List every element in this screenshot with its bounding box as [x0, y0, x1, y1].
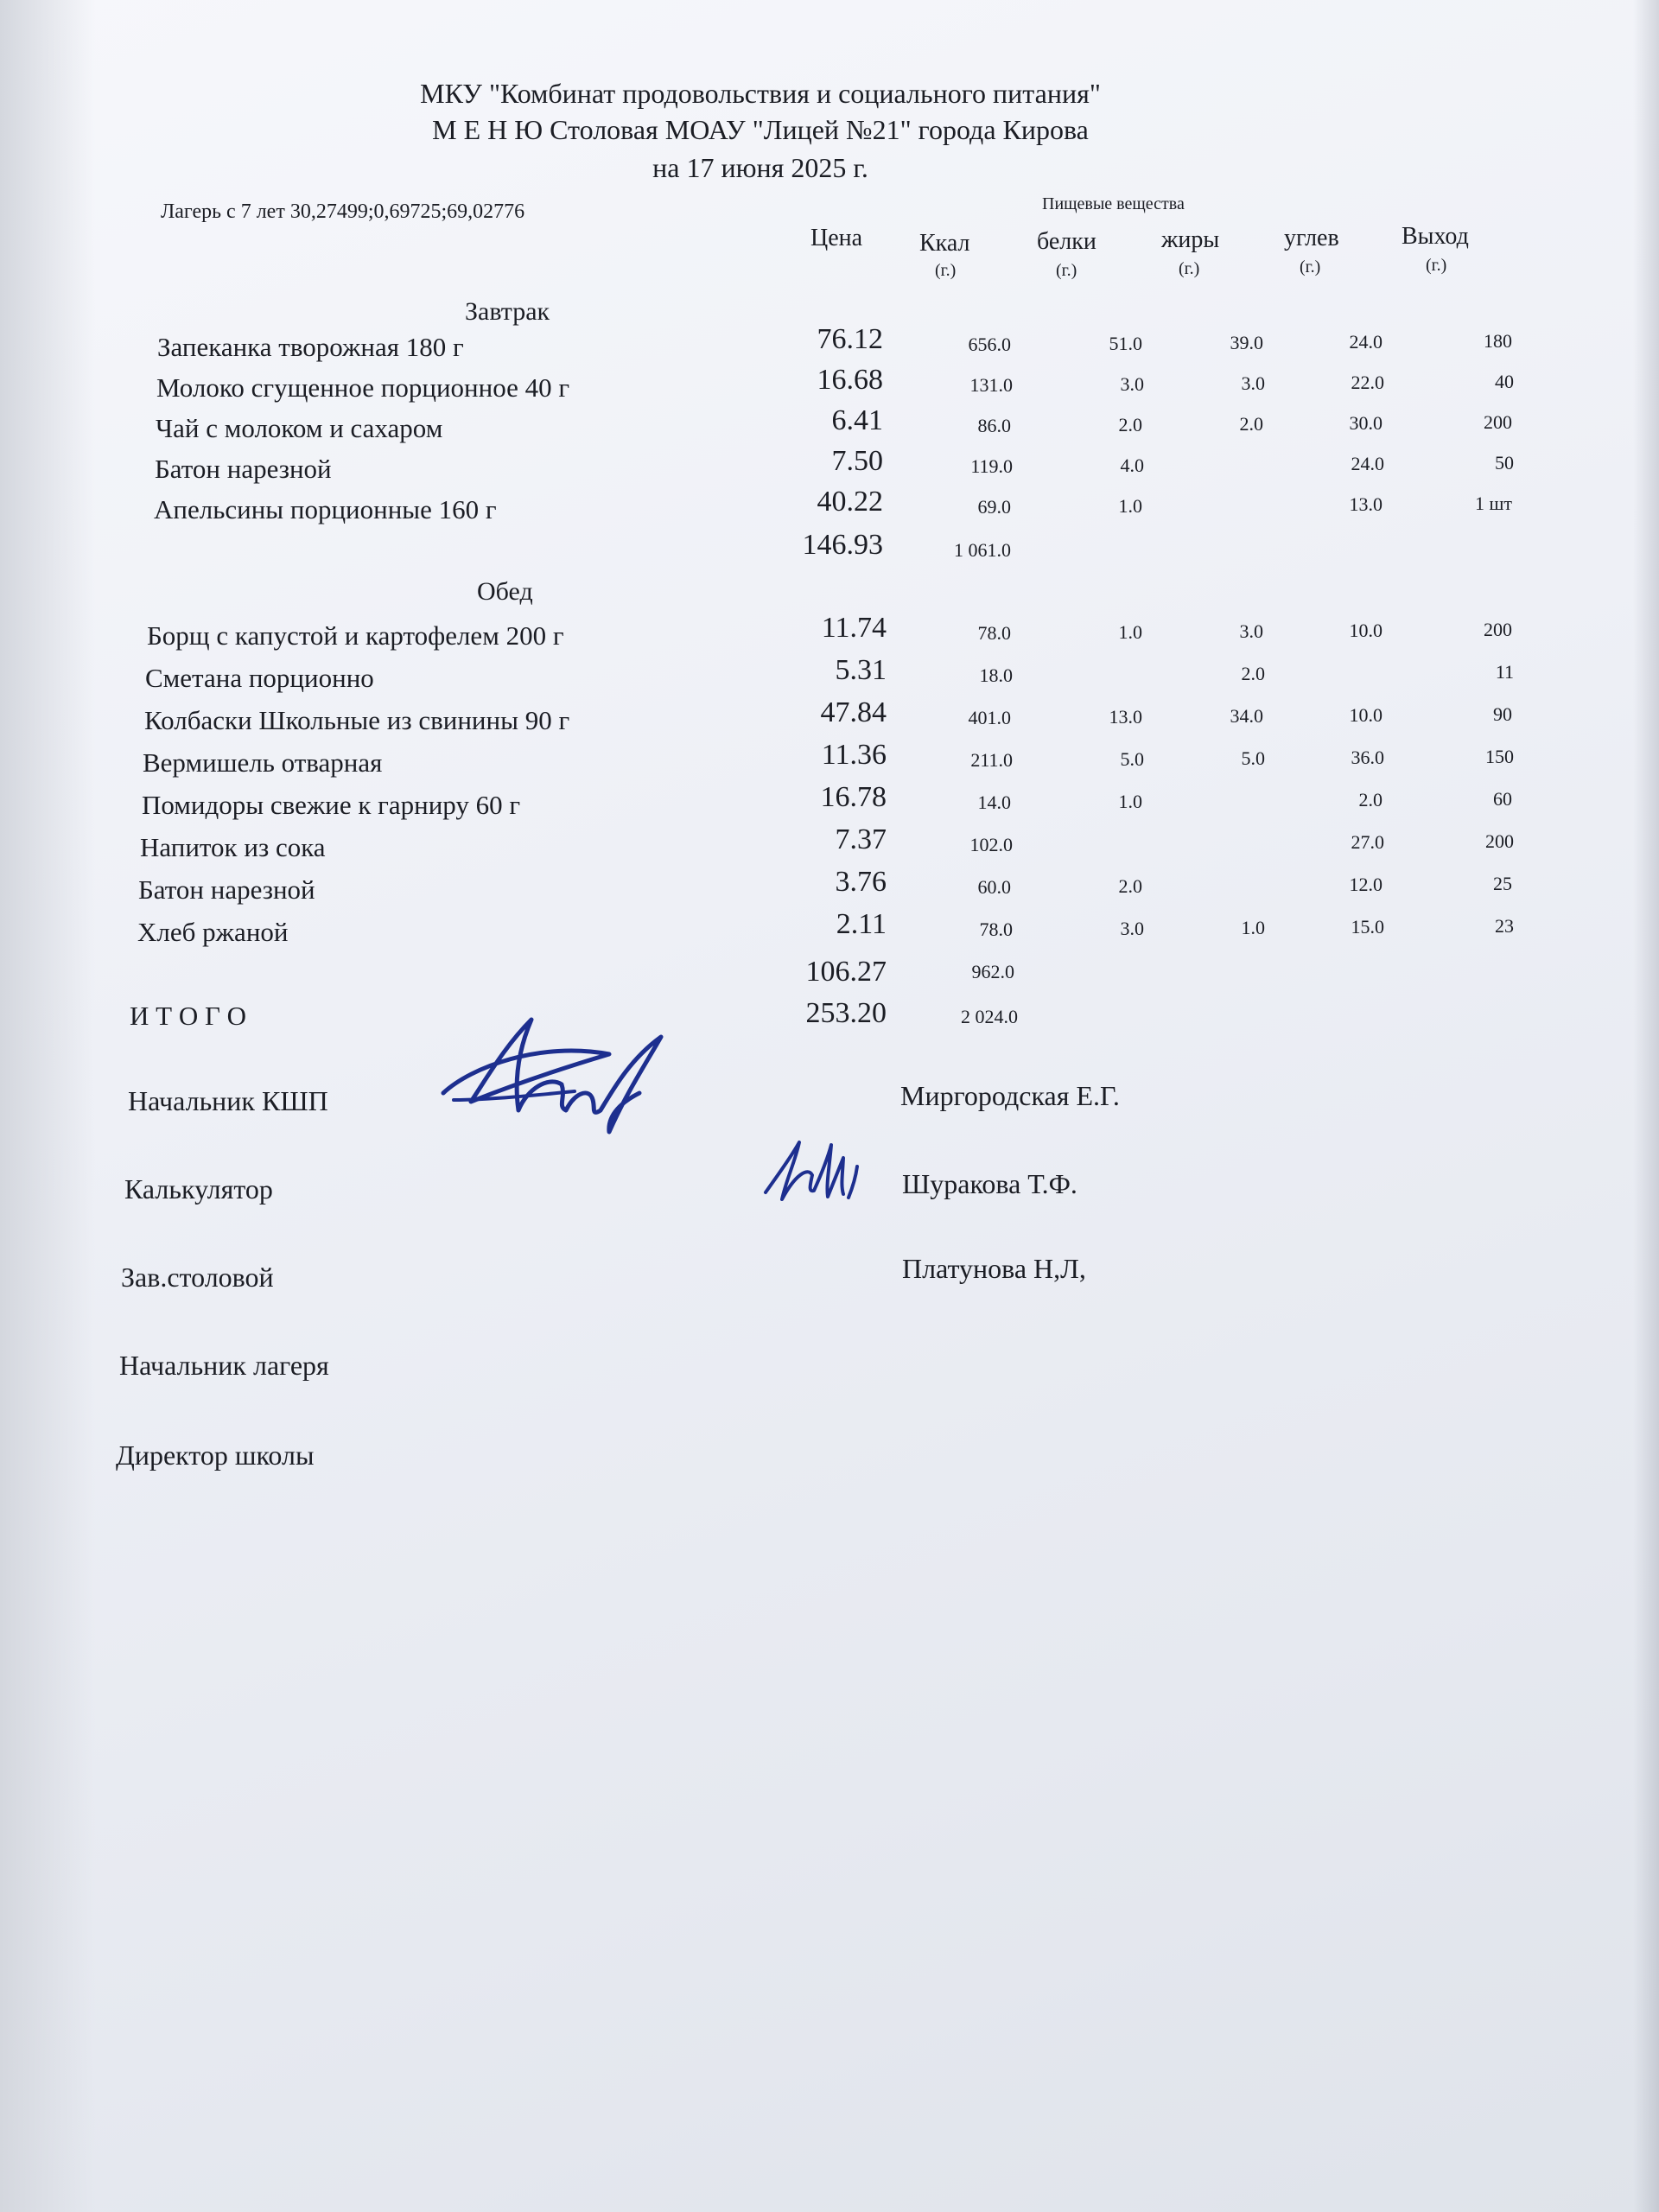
item-output: 150 — [1485, 746, 1514, 767]
item-carbs: 27.0 — [1351, 831, 1384, 853]
item-carbs: 2.0 — [1358, 789, 1382, 810]
lunch-total-kcal: 962.0 — [971, 961, 1014, 982]
item-price: 40.22 — [817, 486, 883, 518]
item-fat: 34.0 — [1230, 705, 1263, 727]
item-fat: 2.0 — [1239, 413, 1263, 435]
breakfast-total-kcal: 1 061.0 — [954, 539, 1011, 561]
item-carbs: 22.0 — [1351, 372, 1384, 393]
item-output: 90 — [1493, 703, 1512, 725]
org-title: МКУ "Комбинат продовольствия и социального питания" — [420, 78, 1101, 109]
item-output: 60 — [1493, 788, 1512, 810]
item-output: 200 — [1484, 411, 1512, 433]
name-shurakova: Шуракова Т.Ф. — [902, 1168, 1077, 1199]
item-output: 23 — [1495, 915, 1514, 937]
grand-total-price: 253.20 — [805, 997, 887, 1029]
item-name: Запеканка творожная 180 г — [157, 332, 464, 362]
item-price: 47.84 — [820, 696, 887, 728]
item-price: 11.74 — [821, 612, 887, 644]
item-name: Вермишель отварная — [143, 747, 383, 778]
item-price: 6.41 — [831, 404, 883, 436]
item-kcal: 131.0 — [969, 374, 1013, 396]
carbs-unit: (г.) — [1300, 257, 1321, 276]
item-kcal: 656.0 — [968, 334, 1011, 355]
item-protein: 2.0 — [1118, 875, 1142, 897]
item-kcal: 401.0 — [968, 707, 1011, 728]
item-kcal: 211.0 — [970, 749, 1013, 771]
lunch-total-price: 106.27 — [805, 956, 887, 988]
item-kcal: 14.0 — [977, 791, 1011, 813]
item-name: Батон нарезной — [155, 454, 332, 484]
name-mirgorodskaya: Миргородская Е.Г. — [900, 1080, 1120, 1111]
item-carbs: 24.0 — [1351, 453, 1384, 474]
item-fat: 3.0 — [1241, 372, 1265, 394]
role-canteen-head: Зав.столовой — [121, 1262, 274, 1293]
item-output: 50 — [1495, 452, 1514, 474]
item-protein: 3.0 — [1120, 918, 1144, 939]
item-price: 7.50 — [831, 445, 883, 477]
output-column-header: Выход — [1402, 223, 1469, 250]
item-protein: 1.0 — [1118, 495, 1142, 517]
item-price: 16.68 — [817, 364, 883, 396]
item-fat: 2.0 — [1241, 663, 1265, 684]
paper-edge — [1633, 0, 1659, 2212]
item-output: 180 — [1484, 330, 1512, 352]
kcal-column-header: Ккал — [919, 230, 970, 257]
item-kcal: 78.0 — [977, 622, 1011, 644]
item-name: Борщ с капустой и картофелем 200 г — [147, 620, 564, 651]
item-protein: 1.0 — [1118, 791, 1142, 812]
item-carbs: 10.0 — [1349, 704, 1382, 726]
item-output: 200 — [1484, 619, 1512, 640]
fat-unit: (г.) — [1179, 259, 1200, 278]
item-kcal: 69.0 — [977, 496, 1011, 518]
item-protein: 5.0 — [1120, 748, 1144, 770]
item-protein: 3.0 — [1120, 373, 1144, 395]
item-name: Хлеб ржаной — [137, 917, 289, 947]
item-fat: 3.0 — [1239, 620, 1263, 642]
item-kcal: 18.0 — [979, 664, 1013, 686]
item-output: 11 — [1495, 661, 1514, 683]
menu-title: М Е Н Ю Столовая МОАУ "Лицей №21" города Кирова — [432, 114, 1089, 145]
paper-shadow — [0, 0, 95, 2212]
item-kcal: 86.0 — [977, 415, 1011, 436]
item-fat: 39.0 — [1230, 332, 1263, 353]
item-kcal: 102.0 — [969, 834, 1013, 855]
item-price: 16.78 — [820, 781, 887, 813]
item-output: 40 — [1495, 371, 1514, 392]
item-price: 76.12 — [817, 323, 883, 355]
item-name: Помидоры свежие к гарниру 60 г — [142, 790, 521, 820]
item-protein: 2.0 — [1118, 414, 1142, 435]
role-head-kshp: Начальник КШП — [128, 1085, 328, 1116]
item-name: Чай с молоком и сахаром — [156, 413, 443, 443]
item-price: 11.36 — [821, 739, 887, 771]
item-carbs: 36.0 — [1351, 747, 1384, 768]
item-carbs: 10.0 — [1349, 620, 1382, 641]
lunch-title: Обед — [477, 577, 533, 606]
item-fat: 1.0 — [1241, 917, 1265, 938]
protein-column-header: белки — [1037, 228, 1096, 255]
item-name: Колбаски Школьные из свинины 90 г — [144, 705, 570, 735]
camp-info: Лагерь с 7 лет 30,27499;0,69725;69,02776 — [161, 200, 525, 223]
item-output: 200 — [1485, 830, 1514, 852]
kcal-unit: (г.) — [935, 261, 957, 280]
item-carbs: 24.0 — [1349, 331, 1382, 353]
output-unit: (г.) — [1426, 256, 1447, 275]
item-carbs: 15.0 — [1351, 916, 1384, 938]
role-camp-head: Начальник лагеря — [119, 1350, 329, 1381]
item-name: Напиток из сока — [140, 832, 326, 862]
fat-column-header: жиры — [1161, 226, 1220, 253]
grand-total-kcal: 2 024.0 — [961, 1006, 1018, 1027]
item-fat: 5.0 — [1241, 747, 1265, 769]
signature-calculator — [760, 1132, 873, 1210]
item-protein: 13.0 — [1109, 706, 1142, 728]
item-carbs: 30.0 — [1349, 412, 1382, 434]
menu-date: на 17 июня 2025 г. — [652, 152, 868, 183]
item-carbs: 13.0 — [1349, 493, 1382, 515]
breakfast-total-price: 146.93 — [802, 529, 883, 561]
item-price: 5.31 — [835, 654, 887, 686]
protein-unit: (г.) — [1056, 261, 1077, 280]
item-output: 1 шт — [1474, 493, 1512, 514]
breakfast-title: Завтрак — [465, 297, 550, 326]
item-protein: 1.0 — [1118, 621, 1142, 643]
signature-head-kshp — [436, 1007, 678, 1145]
grand-total-label: И Т О Г О — [130, 1001, 247, 1031]
item-kcal: 78.0 — [979, 918, 1013, 940]
item-kcal: 60.0 — [977, 876, 1011, 898]
item-price: 7.37 — [835, 823, 887, 855]
item-kcal: 119.0 — [970, 455, 1013, 477]
item-name: Сметана порционно — [145, 663, 374, 693]
name-platunova: Платунова Н,Л, — [902, 1253, 1086, 1284]
item-name: Молоко сгущенное порционное 40 г — [156, 372, 570, 403]
price-column-header: Цена — [810, 225, 863, 251]
item-price: 3.76 — [835, 866, 887, 898]
item-name: Батон нарезной — [138, 874, 315, 905]
item-price: 2.11 — [836, 908, 887, 940]
item-protein: 51.0 — [1109, 333, 1142, 354]
role-calculator: Калькулятор — [124, 1173, 273, 1205]
item-name: Апельсины порционные 160 г — [154, 494, 497, 524]
nutrients-group-header: Пищевые вещества — [1042, 194, 1185, 213]
item-protein: 4.0 — [1120, 454, 1144, 476]
item-output: 25 — [1493, 873, 1512, 894]
carbs-column-header: углев — [1284, 225, 1339, 251]
role-school-director: Директор школы — [116, 1440, 315, 1471]
item-carbs: 12.0 — [1349, 874, 1382, 895]
